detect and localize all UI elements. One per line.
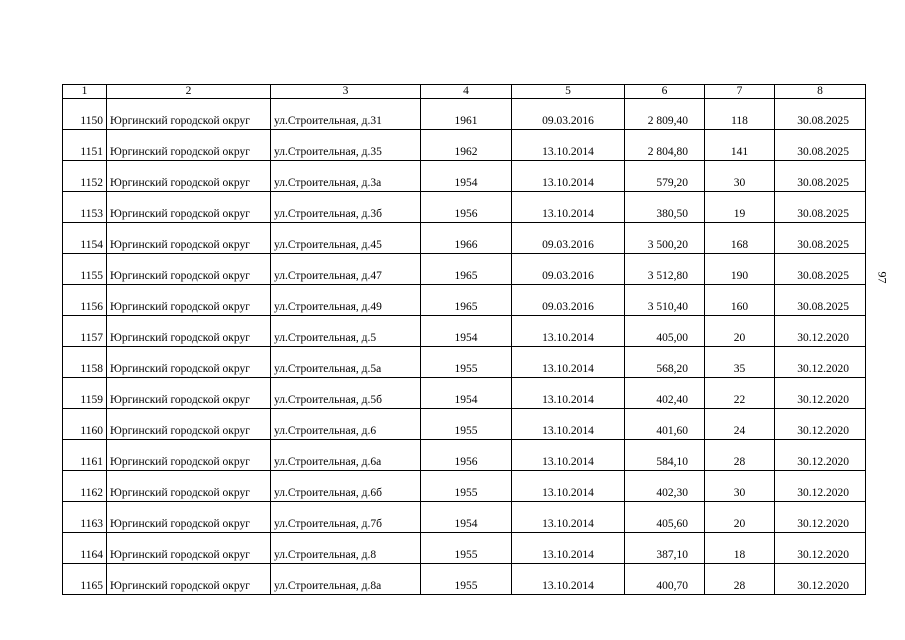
address-cell: ул.Строительная, д.5 [271, 316, 421, 347]
area-cell: 380,50 [625, 192, 705, 223]
year-cell: 1955 [421, 564, 512, 595]
district-cell: Юргинский городской округ [107, 99, 271, 130]
address-cell: ул.Строительная, д.6а [271, 440, 421, 471]
district-cell: Юргинский городской округ [107, 564, 271, 595]
table-row [63, 564, 866, 595]
year-cell: 1954 [421, 378, 512, 409]
address-cell: ул.Строительная, д.49 [271, 285, 421, 316]
year-cell: 1961 [421, 99, 512, 130]
address-cell: ул.Строительная, д.6б [271, 471, 421, 502]
date-cell: 13.10.2014 [512, 316, 625, 347]
table-row [63, 409, 866, 440]
deadline-cell: 30.08.2025 [775, 223, 866, 254]
row-number-cell: 1151 [63, 130, 107, 161]
area-cell: 401,60 [625, 409, 705, 440]
row-number-cell: 1154 [63, 223, 107, 254]
count-cell: 18 [705, 533, 775, 564]
address-cell: ул.Строительная, д.7б [271, 502, 421, 533]
address-cell: ул.Строительная, д.6 [271, 409, 421, 440]
year-cell: 1962 [421, 130, 512, 161]
row-number-cell: 1150 [63, 99, 107, 130]
district-cell: Юргинский городской округ [107, 316, 271, 347]
count-cell: 19 [705, 192, 775, 223]
area-cell: 405,60 [625, 502, 705, 533]
area-cell: 2 804,80 [625, 130, 705, 161]
year-cell: 1955 [421, 409, 512, 440]
row-number-cell: 1165 [63, 564, 107, 595]
year-cell: 1955 [421, 471, 512, 502]
area-cell: 3 512,80 [625, 254, 705, 285]
column-header: 6 [625, 85, 705, 99]
table-row [63, 130, 866, 161]
address-cell: ул.Строительная, д.5а [271, 347, 421, 378]
deadline-cell: 30.12.2020 [775, 347, 866, 378]
deadline-cell: 30.08.2025 [775, 285, 866, 316]
table-row [63, 99, 866, 130]
address-cell: ул.Строительная, д.3б [271, 192, 421, 223]
address-cell: ул.Строительная, д.8 [271, 533, 421, 564]
column-header: 1 [63, 85, 107, 99]
district-cell: Юргинский городской округ [107, 130, 271, 161]
district-cell: Юргинский городской округ [107, 502, 271, 533]
deadline-cell: 30.12.2020 [775, 409, 866, 440]
page-number: 97 [875, 271, 890, 284]
count-cell: 160 [705, 285, 775, 316]
year-cell: 1965 [421, 285, 512, 316]
row-number-cell: 1160 [63, 409, 107, 440]
deadline-cell: 30.08.2025 [775, 99, 866, 130]
date-cell: 13.10.2014 [512, 130, 625, 161]
date-cell: 13.10.2014 [512, 533, 625, 564]
year-cell: 1965 [421, 254, 512, 285]
column-header: 2 [107, 85, 271, 99]
year-cell: 1966 [421, 223, 512, 254]
row-number-cell: 1152 [63, 161, 107, 192]
date-cell: 13.10.2014 [512, 409, 625, 440]
table-row [63, 440, 866, 471]
deadline-cell: 30.12.2020 [775, 471, 866, 502]
deadline-cell: 30.12.2020 [775, 533, 866, 564]
count-cell: 190 [705, 254, 775, 285]
district-cell: Юргинский городской округ [107, 533, 271, 564]
area-cell: 3 500,20 [625, 223, 705, 254]
date-cell: 09.03.2016 [512, 285, 625, 316]
count-cell: 141 [705, 130, 775, 161]
table-row [63, 347, 866, 378]
date-cell: 13.10.2014 [512, 347, 625, 378]
district-cell: Юргинский городской округ [107, 192, 271, 223]
area-cell: 405,00 [625, 316, 705, 347]
row-number-cell: 1163 [63, 502, 107, 533]
table-row [63, 285, 866, 316]
column-header: 7 [705, 85, 775, 99]
deadline-cell: 30.12.2020 [775, 316, 866, 347]
date-cell: 09.03.2016 [512, 99, 625, 130]
address-cell: ул.Строительная, д.3а [271, 161, 421, 192]
address-cell: ул.Строительная, д.31 [271, 99, 421, 130]
count-cell: 118 [705, 99, 775, 130]
date-cell: 13.10.2014 [512, 161, 625, 192]
year-cell: 1956 [421, 440, 512, 471]
year-cell: 1954 [421, 502, 512, 533]
year-cell: 1954 [421, 161, 512, 192]
district-cell: Юргинский городской округ [107, 440, 271, 471]
row-number-cell: 1159 [63, 378, 107, 409]
count-cell: 28 [705, 440, 775, 471]
date-cell: 13.10.2014 [512, 192, 625, 223]
area-cell: 3 510,40 [625, 285, 705, 316]
address-cell: ул.Строительная, д.5б [271, 378, 421, 409]
count-cell: 168 [705, 223, 775, 254]
row-number-cell: 1164 [63, 533, 107, 564]
count-cell: 22 [705, 378, 775, 409]
table-row [63, 223, 866, 254]
district-cell: Юргинский городской округ [107, 223, 271, 254]
count-cell: 30 [705, 161, 775, 192]
row-number-cell: 1156 [63, 285, 107, 316]
deadline-cell: 30.08.2025 [775, 254, 866, 285]
row-number-cell: 1162 [63, 471, 107, 502]
count-cell: 30 [705, 471, 775, 502]
table-row [63, 471, 866, 502]
year-cell: 1955 [421, 347, 512, 378]
row-number-cell: 1158 [63, 347, 107, 378]
address-cell: ул.Строительная, д.8а [271, 564, 421, 595]
date-cell: 13.10.2014 [512, 378, 625, 409]
year-cell: 1954 [421, 316, 512, 347]
district-cell: Юргинский городской округ [107, 378, 271, 409]
row-number-cell: 1157 [63, 316, 107, 347]
area-cell: 402,30 [625, 471, 705, 502]
district-cell: Юргинский городской округ [107, 471, 271, 502]
table-row [63, 161, 866, 192]
column-header: 4 [421, 85, 512, 99]
area-cell: 568,20 [625, 347, 705, 378]
address-cell: ул.Строительная, д.35 [271, 130, 421, 161]
count-cell: 20 [705, 316, 775, 347]
year-cell: 1955 [421, 533, 512, 564]
column-header: 8 [775, 85, 866, 99]
count-cell: 24 [705, 409, 775, 440]
table-row [63, 533, 866, 564]
district-cell: Юргинский городской округ [107, 347, 271, 378]
address-cell: ул.Строительная, д.47 [271, 254, 421, 285]
table-row [63, 378, 866, 409]
deadline-cell: 30.12.2020 [775, 440, 866, 471]
district-cell: Юргинский городской округ [107, 285, 271, 316]
deadline-cell: 30.12.2020 [775, 564, 866, 595]
date-cell: 13.10.2014 [512, 440, 625, 471]
area-cell: 2 809,40 [625, 99, 705, 130]
deadline-cell: 30.12.2020 [775, 502, 866, 533]
column-header: 3 [271, 85, 421, 99]
date-cell: 13.10.2014 [512, 502, 625, 533]
area-cell: 387,10 [625, 533, 705, 564]
date-cell: 13.10.2014 [512, 564, 625, 595]
table-row [63, 192, 866, 223]
date-cell: 09.03.2016 [512, 254, 625, 285]
year-cell: 1956 [421, 192, 512, 223]
count-cell: 28 [705, 564, 775, 595]
deadline-cell: 30.08.2025 [775, 192, 866, 223]
count-cell: 20 [705, 502, 775, 533]
deadline-cell: 30.08.2025 [775, 161, 866, 192]
date-cell: 13.10.2014 [512, 471, 625, 502]
row-number-cell: 1153 [63, 192, 107, 223]
area-cell: 400,70 [625, 564, 705, 595]
column-header: 5 [512, 85, 625, 99]
housing-registry-table [62, 84, 866, 595]
area-cell: 402,40 [625, 378, 705, 409]
row-number-cell: 1155 [63, 254, 107, 285]
deadline-cell: 30.08.2025 [775, 130, 866, 161]
date-cell: 09.03.2016 [512, 223, 625, 254]
table-row [63, 254, 866, 285]
area-cell: 584,10 [625, 440, 705, 471]
district-cell: Юргинский городской округ [107, 254, 271, 285]
district-cell: Юргинский городской округ [107, 161, 271, 192]
count-cell: 35 [705, 347, 775, 378]
row-number-cell: 1161 [63, 440, 107, 471]
address-cell: ул.Строительная, д.45 [271, 223, 421, 254]
area-cell: 579,20 [625, 161, 705, 192]
deadline-cell: 30.12.2020 [775, 378, 866, 409]
table-header-row [63, 85, 866, 99]
district-cell: Юргинский городской округ [107, 409, 271, 440]
table-row [63, 316, 866, 347]
table-body [63, 99, 866, 595]
table-row [63, 502, 866, 533]
